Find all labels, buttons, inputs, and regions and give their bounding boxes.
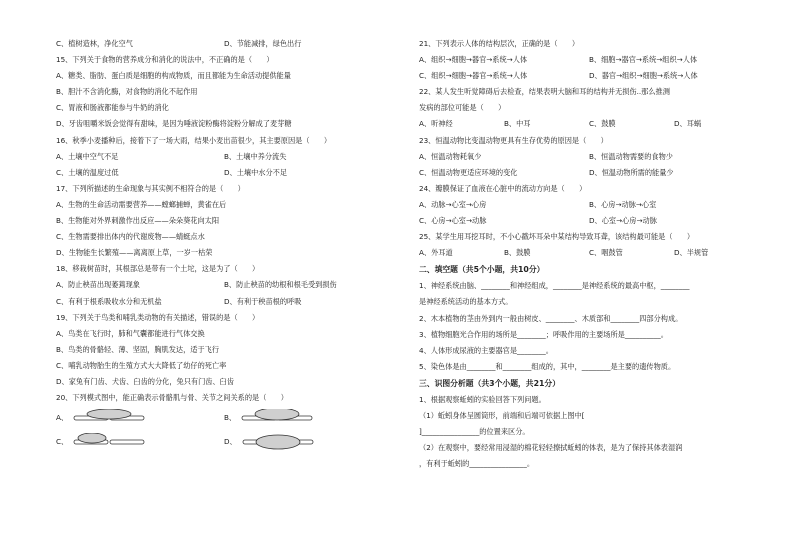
question-line: 15、下列关于食物的营养成分和消化的说法中，不正确的是（ ） xyxy=(56,55,274,65)
question-line: 1、根据观察蚯蚓的实验回答下列问题。 xyxy=(419,394,546,404)
question-line: 24、瓣膜保证了血液在心脏中的流动方向是（ ） xyxy=(419,183,587,193)
question-line: A、生物的生命活动需要营养——螳螂捕蝉，黄雀在后 xyxy=(56,199,227,209)
question-line: 17、下列所描述的生命现象与其实例不相符合的是（ ） xyxy=(56,183,245,193)
answer-option: B、鼓膜 xyxy=(504,248,531,258)
answer-option: D、节能减排，绿色出行 xyxy=(224,39,302,48)
figure-option xyxy=(224,433,392,451)
question-line: 4、人体形成尿液的主要器官是________。 xyxy=(419,345,553,355)
answer-option: C、土壤的温度过低 xyxy=(56,167,119,177)
answer-option: A、防止秧苗出现萎蔫现象 xyxy=(56,280,140,290)
answer-options xyxy=(419,165,759,181)
question-line: B、胆汁不含消化酶，对食物的消化不起作用 xyxy=(56,87,198,97)
question-line: 16、秋季小麦播种后，接着下了一场大雨，结果小麦出苗很少，其主要原因是（ ） xyxy=(56,135,332,145)
question-line: 2、木本植物的茎由外到内一般由树皮、________、木质部和________四部分构成。 xyxy=(419,313,683,323)
answer-option: C、鼓膜 xyxy=(589,119,616,129)
figure-option-label: A、 xyxy=(56,413,69,423)
question-line: C、胃液和肠液都能参与牛奶的消化 xyxy=(56,103,169,113)
question-line: A、鸟类在飞行时，肺和气囊都能进行气体交换 xyxy=(56,328,205,338)
question-line: 5、染色体是由________和________组成的，其中，________是主要的遗传物质。 xyxy=(419,361,676,371)
question-line: 发病的部位可能是（ ） xyxy=(419,103,506,113)
muscle-bone-diagram xyxy=(72,433,146,451)
question-line: 1、神经系统由脑、________和神经组成，________是神经系统的最高中枢，________ xyxy=(419,281,690,291)
figure-option-label: C、 xyxy=(56,437,69,447)
question-line: 18、移栽树苗时，其根部总是带有一个土坨，这是为了（ ） xyxy=(56,264,260,274)
muscle-belly xyxy=(78,433,106,443)
answer-option: A、恒温动物耗氧少 xyxy=(419,151,482,161)
question-line: 25、某学生用耳挖耳时，不小心戳坏耳朵中某结构导致耳聋，该结构最可能是（ ） xyxy=(419,232,695,242)
answer-options xyxy=(56,36,392,52)
question-line: 19、下列关于鸟类和哺乳类动物的有关描述，错误的是（ ） xyxy=(56,312,260,322)
answer-options xyxy=(419,68,759,84)
figure-options-row xyxy=(56,406,392,430)
question-line: 20、下列模式图中，能正确表示骨骼肌与骨、关节之间关系的是（ ） xyxy=(56,393,288,403)
question-line: D、家兔有门齿、犬齿、臼齿的分化，兔只有门齿、臼齿 xyxy=(56,376,235,386)
answer-option: B、心房→动脉→心室 xyxy=(589,199,657,209)
answer-options xyxy=(419,116,759,132)
muscle-belly xyxy=(255,409,299,420)
figure-option-label: B、 xyxy=(224,413,237,423)
answer-options xyxy=(56,165,392,181)
question-line: （2）在观察中，要经常用浸湿的棉花轻轻擦拭蚯蚓的体表，是为了保持其体表湿润 xyxy=(419,443,683,453)
answer-options xyxy=(419,245,759,261)
muscle-bone-diagram xyxy=(241,433,315,451)
bone xyxy=(110,440,144,444)
answer-option: D、心室→心房→动脉 xyxy=(589,216,657,226)
section-heading: 三、识图分析题（共3个小题，共21分） xyxy=(419,378,561,388)
muscle-belly xyxy=(87,409,131,419)
answer-options xyxy=(56,294,392,310)
answer-option: C、恒温动物更适应环境的变化 xyxy=(419,167,518,177)
answer-options xyxy=(56,277,392,293)
left-column xyxy=(56,36,392,454)
answer-option: A、组织→细胞→器官→系统→人体 xyxy=(419,55,528,65)
question-line: B、鸟类的骨骼轻、薄、坚固，胸肌发达，适于飞行 xyxy=(56,344,220,354)
answer-options xyxy=(419,149,759,165)
answer-option: C、有利于根系吸收水分和无机盐 xyxy=(56,296,162,306)
answer-options xyxy=(56,149,392,165)
question-line: C、哺乳动物胎生的生殖方式大大降低了幼仔的死亡率 xyxy=(56,360,227,370)
question-line: A、糖类、脂肪、蛋白质是细胞的构成物质，而且都能为生命活动提供能量 xyxy=(56,71,291,81)
answer-option: C、咽鼓管 xyxy=(589,248,623,258)
muscle-bone-diagram xyxy=(240,409,314,427)
answer-option: D、半规管 xyxy=(674,248,709,258)
answer-option: B、土壤中养分流失 xyxy=(224,151,287,161)
answer-option: A、外耳道 xyxy=(419,248,453,258)
question-line: 是神经系统活动的基本方式。 xyxy=(419,297,513,307)
answer-option: B、防止秧苗的幼根和根毛受到损伤 xyxy=(224,280,337,290)
answer-options xyxy=(419,52,759,68)
question-line: ]________________的位置来区分。 xyxy=(419,427,530,437)
answer-option: B、中耳 xyxy=(504,119,531,129)
question-line: 3、植物细胞光合作用的场所是________；呼吸作用的主要场所是__________。 xyxy=(419,329,668,339)
question-line: （1）蚯蚓身体呈圆筒形，前端和后端可依据上图中[ xyxy=(419,410,585,420)
answer-option: B、细胞→器官→系统→组织→人体 xyxy=(589,55,698,65)
answer-option: A、土壤中空气不足 xyxy=(56,151,119,161)
figure-option-label: D、 xyxy=(224,437,237,447)
answer-options xyxy=(419,197,759,213)
question-line: D、牙齿咀嚼米饭会觉得有甜味，是因为唾液淀粉酶将淀粉分解成了麦芽糖 xyxy=(56,119,292,129)
answer-option: C、组织→细胞→器官→系统→人体 xyxy=(419,71,528,81)
question-line: C、生物需要排出体内的代谢废物——蜻蜓点水 xyxy=(56,232,205,242)
answer-options xyxy=(419,213,759,229)
question-line: 23、恒温动物比变温动物更具有生存优势的原因是（ ） xyxy=(419,135,608,145)
question-line: B、生物能对外界刺激作出反应——朵朵葵花向太阳 xyxy=(56,216,220,226)
answer-option: D、有利于秧苗根的呼吸 xyxy=(224,296,302,306)
question-line: 21、下列表示人体的结构层次，正确的是（ ） xyxy=(419,39,580,48)
muscle-belly xyxy=(256,435,300,449)
answer-option: D、恒温动物所需的能量少 xyxy=(589,167,674,177)
question-line: 22、某人发生听觉障碍后去检查，结果表明大脑和耳的结构并无损伤..那么推测 xyxy=(419,87,670,97)
figure-option xyxy=(56,409,224,427)
right-column xyxy=(419,36,759,472)
answer-option: C、心房→心室→动脉 xyxy=(419,216,487,226)
figure-options-row xyxy=(56,430,392,454)
answer-option: A、听神经 xyxy=(419,119,453,129)
section-heading: 二、填空题（共5个小题，共10分） xyxy=(419,265,545,275)
answer-option: B、恒温动物需要的食物少 xyxy=(589,151,673,161)
question-line: D、生物能生长繁殖——离离原上草，一岁一枯荣 xyxy=(56,248,213,258)
answer-option: D、土壤中水分不足 xyxy=(224,167,288,177)
figure-option xyxy=(56,433,224,451)
question-line: ，有利于蚯蚓的________________。 xyxy=(419,459,535,469)
answer-option: A、动脉→心室→心房 xyxy=(419,199,487,209)
answer-option: D、耳蜗 xyxy=(674,119,702,129)
answer-option: D、器官→组织→细胞→系统→人体 xyxy=(589,71,698,81)
figure-option xyxy=(224,409,392,427)
answer-option: C、植树造林，净化空气 xyxy=(56,39,133,48)
muscle-bone-diagram xyxy=(72,409,146,427)
